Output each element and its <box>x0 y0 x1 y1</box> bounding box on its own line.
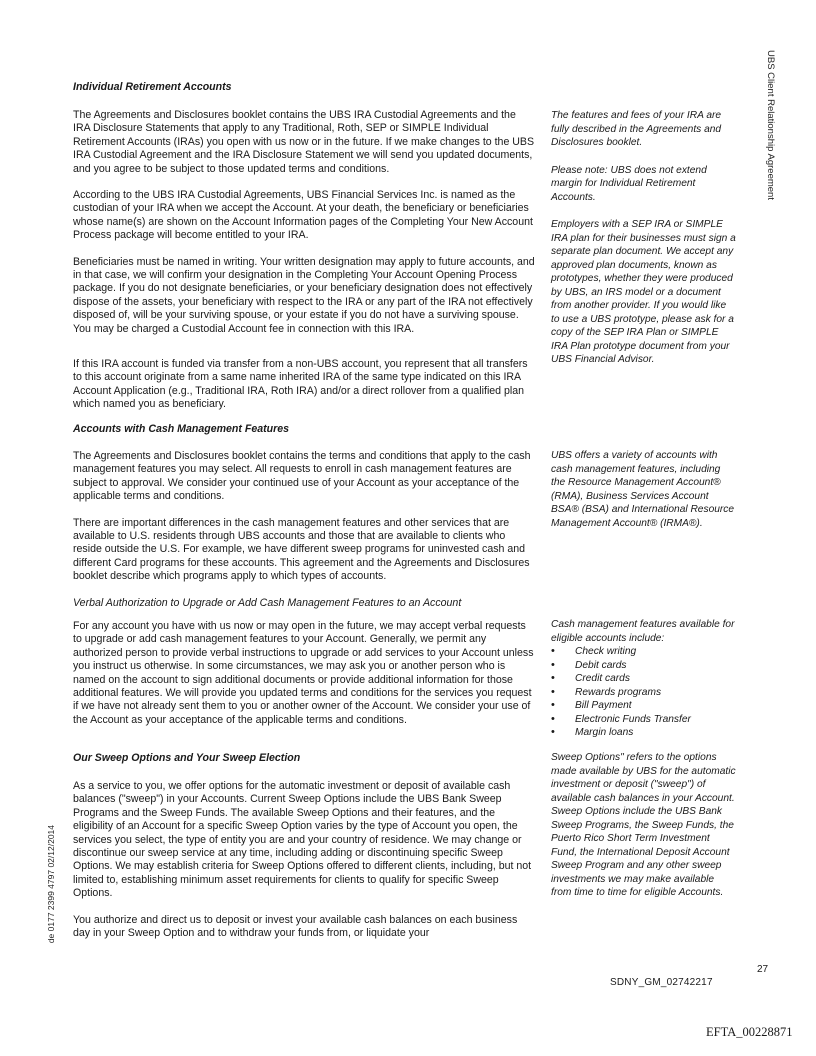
document-id: SDNY_GM_02742217 <box>610 977 713 988</box>
list-item: • Margin loans <box>551 726 736 740</box>
ira-paragraph-3: Beneficiaries must be named in writing. Your written designation may apply to future accounts, and in that case, we will confirm your designation in the Completing Your Account Opening Process package. If you do not designate beneficiaries, or your beneficiary designation does not effectively dispose of the assets, your beneficiary with respect to the IRA or any part of the IRA not effectively disposed of, will be your surviving spouse, or your estate if you do not have a surviving spouse. You may be charged a Custodial Account fee in connection with this IRA. <box>73 255 535 335</box>
ira-paragraph-4: If this IRA account is funded via transfer from a non-UBS account, you represent that all transfers to this account originate from a same name inherited IRA of the same type indicated on this IRA Account Application (e.g., Traditional IRA, Roth IRA) and/or a direct rollover from a qualified plan which named you as beneficiary. <box>73 358 528 411</box>
features-list <box>551 645 736 740</box>
ira-note-2: Please note: UBS does not extend margin for Individual Retirement Accounts. <box>551 164 707 203</box>
verbal-authorization-section <box>73 620 535 727</box>
features-block <box>551 618 736 740</box>
list-item: • Electronic Funds Transfer <box>551 713 736 727</box>
ira-heading: Individual Retirement Accounts <box>73 81 232 93</box>
list-item: • Rewards programs <box>551 686 736 700</box>
features-intro: Cash management features available for eligible accounts include: <box>551 619 735 644</box>
ira-transfer-section <box>73 358 535 412</box>
cash-section <box>73 422 535 610</box>
cash-paragraph-1: The Agreements and Disclosures booklet contains the terms and conditions that apply to the cash management features you may select. All requests to enroll in cash management features are subject to approval. We consider your continued use of your Account as your acceptance of the applicable terms and conditions. <box>73 450 531 503</box>
list-item: • Debit cards <box>551 659 736 673</box>
cash-heading: Accounts with Cash Management Features <box>73 423 290 435</box>
list-item: • Credit cards <box>551 672 736 686</box>
cash-subheading: Verbal Authorization to Upgrade or Add Cash Management Features to an Account <box>73 596 462 609</box>
sweep-paragraph-2: You authorize and direct us to deposit or invest your available cash balances on each business day in your Sweep Option and to withdraw your funds from, or liquidate your <box>73 913 518 940</box>
sweep-note: Sweep Options" refers to the options made available by UBS for the automatic investment or deposit ("sweep") of available cash balances in your Account. Sweep Options include the UBS Bank Sweep Programs, the Sweep Funds, the Puerto Rico Short Term Investment Fund, the International Deposit Account Sweep Program and any other sweep investments we may make available from time to time for eligible Accounts. <box>551 752 736 898</box>
cash-paragraph-2: There are important differences in the cash management features and other services that are available to U.S. residents through UBS accounts and those that are available to clients who reside outside the U.S. For example, we have different sweep programs for uninvested cash and different Card programs for these accounts. This agreement and the Agreements and Disclosures booklet describe which programs apply to which types of accounts. <box>73 516 530 583</box>
ira-paragraph-1: The Agreements and Disclosures booklet contains the UBS IRA Custodial Agreements and the IRA Disclosure Statements that apply to any Traditional, Roth, SEP or SIMPLE Individual Retirement Accounts (IRAs) you open with us now or in the future. If we make changes to the UBS IRA Custodial Agreement and the IRA Disclosure Statement we will send you updated documents, and you agree to be subject to those updated terms and conditions. <box>73 109 535 175</box>
sweep-heading: Our Sweep Options and Your Sweep Election <box>73 752 301 764</box>
sweep-note-block <box>551 751 736 900</box>
side-running-title: UBS Client Relationship Agreement <box>765 50 776 200</box>
list-item: • Bill Payment <box>551 699 736 713</box>
sweep-section <box>73 751 535 940</box>
list-item: • Check writing <box>551 645 736 659</box>
ira-notes <box>551 109 736 367</box>
ira-section <box>73 80 535 336</box>
ira-note-3: Employers with a SEP IRA or SIMPLE IRA plan for their businesses must sign a separate plan document. We accept any approved plan documents, known as prototypes, whether they were produced by UBS, an IRS model or a document from another provider. If you would like to use a UBS prototype, please ask for a copy of the SEP IRA Plan or SIMPLE IRA Plan prototype document from your UBS Financial Advisor. <box>551 219 736 365</box>
ira-note-1: The features and fees of your IRA are fully described in the Agreements and Disclosures booklet. <box>551 110 722 148</box>
ira-paragraph-2: According to the UBS IRA Custodial Agreements, UBS Financial Services Inc. is named as the custodian of your IRA when we accept the Account. At your death, the beneficiary or beneficiaries whose name(s) are shown on the Account Information pages of the Completing Your New Account Process package will become entitled to your IRA. <box>73 189 533 242</box>
cash-note-block <box>551 449 736 530</box>
efta-stamp: EFTA_00228871 <box>706 1025 793 1039</box>
cash-note: UBS offers a variety of accounts with cash management features, including the Resource Management Account® (RMA), Business Services Account BSA® (BSA) and International Resource Management Account® (IRMA®). <box>551 450 735 529</box>
sweep-paragraph-1: As a service to you, we offer options for the automatic investment or deposit of available cash balances ("sweep") in your Accounts. Current Sweep Options include the UBS Bank Sweep Programs and the Sweep Funds. The available Sweep Options and their features, and the eligibility of an Account for a specific Sweep Option varies by the type of Account you open, the services you select, the type of entity you are and your country of residence. We may change or discontinue our sweep service at any time, including adding or discontinuing specific Sweep Options. We may establish criteria for Sweep Options offered to different clients, including, but not limited to, establishing minimum asset requirements for clients to qualify for specific Sweep Options. <box>73 780 532 900</box>
margin-stamp: de 0177 2399 4797 02/12/2014 <box>46 825 56 944</box>
page-number: 27 <box>757 964 769 975</box>
cash-paragraph-3: For any account you have with us now or may open in the future, we may accept verbal requests to upgrade or add cash management features to your Account. Generally, we permit any authorized person to provide verbal instructions to upgrade or add services to your Account unless you instruct us otherwise. In some circumstances, we may ask you or another person who is named on the account to sign additional documents or provide additional information for those additional features. We will provide you updated terms and conditions for the services you request if we have not already sent them to you or another owner of the Account. We consider your use of the Account as your acceptance of the applicable terms and conditions. <box>73 620 534 726</box>
